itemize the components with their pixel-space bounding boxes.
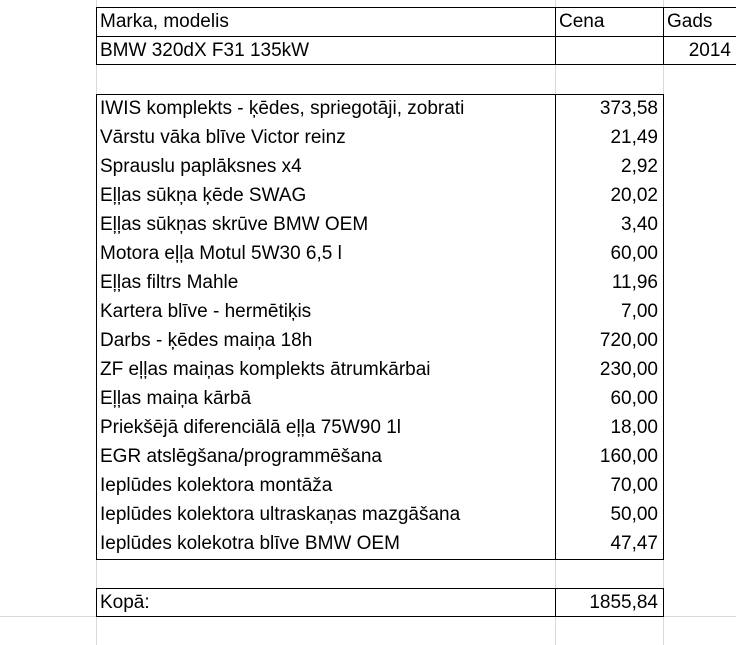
item-name-cell[interactable]: Eļļas sūkņas skrūve BMW OEM: [100, 214, 369, 235]
item-price-cell[interactable]: 18,00: [610, 417, 658, 438]
header-cell-year[interactable]: Gads: [667, 11, 713, 32]
item-name-cell[interactable]: Sprauslu paplāksnes x4: [100, 156, 302, 177]
total-value-cell[interactable]: 1855,84: [589, 592, 658, 613]
item-price-cell[interactable]: 21,49: [610, 127, 658, 148]
item-name-cell[interactable]: Ieplūdes kolektora montāža: [100, 475, 333, 496]
item-price-cell[interactable]: 20,02: [610, 185, 658, 206]
item-name-cell[interactable]: Eļļas maiņa kārbā: [100, 388, 252, 409]
item-price-cell[interactable]: 11,96: [611, 272, 658, 293]
item-name-cell[interactable]: Ieplūdes kolekotra blīve BMW OEM: [100, 533, 400, 554]
item-price-cell[interactable]: 7,00: [621, 301, 658, 322]
item-name-cell[interactable]: Priekšējā diferenciālā eļļa 75W90 1l: [100, 417, 401, 438]
car-year-cell[interactable]: 2014: [688, 40, 731, 61]
item-price-cell[interactable]: 2,92: [621, 156, 658, 177]
item-price-cell[interactable]: 160,00: [599, 446, 658, 467]
item-name-cell[interactable]: IWIS komplekts - ķēdes, spriegotāji, zobrati: [100, 98, 465, 119]
item-name-cell[interactable]: Darbs - ķēdes maiņa 18h: [100, 330, 313, 351]
grid-line: [663, 0, 664, 645]
item-name-cell[interactable]: ZF eļļas maiņas komplekts ātrumkārbai: [100, 359, 431, 380]
item-price-cell[interactable]: 230,00: [599, 359, 658, 380]
total-label-cell[interactable]: Kopā:: [100, 592, 150, 613]
item-name-cell[interactable]: Eļļas sūkņa ķēde SWAG: [100, 185, 307, 206]
item-name-cell[interactable]: EGR atslēgšana/programmēšana: [100, 446, 382, 467]
grid-line: [96, 0, 97, 645]
item-price-cell[interactable]: 50,00: [610, 504, 658, 525]
item-price-cell[interactable]: 3,40: [621, 214, 658, 235]
item-name-cell[interactable]: Ieplūdes kolektora ultraskaņas mazgāšana: [100, 504, 461, 525]
header-cell-price[interactable]: Cena: [559, 11, 605, 32]
item-price-cell[interactable]: 47,47: [610, 533, 658, 554]
item-name-cell[interactable]: Kartera blīve - hermētiķis: [100, 301, 312, 322]
item-price-cell[interactable]: 60,00: [610, 243, 658, 264]
car-model-cell[interactable]: BMW 320dX F31 135kW: [100, 40, 310, 61]
item-name-cell[interactable]: Motora eļļa Motul 5W30 6,5 l: [100, 243, 342, 264]
item-name-cell[interactable]: Eļļas filtrs Mahle: [100, 272, 239, 293]
item-price-cell[interactable]: 70,00: [610, 475, 658, 496]
header-cell-model[interactable]: Marka, modelis: [100, 11, 229, 32]
item-price-cell[interactable]: 720,00: [599, 330, 658, 351]
item-price-cell[interactable]: 373,58: [599, 98, 658, 119]
item-name-cell[interactable]: Vārstu vāka blīve Victor reinz: [100, 127, 346, 148]
item-price-cell[interactable]: 60,00: [610, 388, 658, 409]
